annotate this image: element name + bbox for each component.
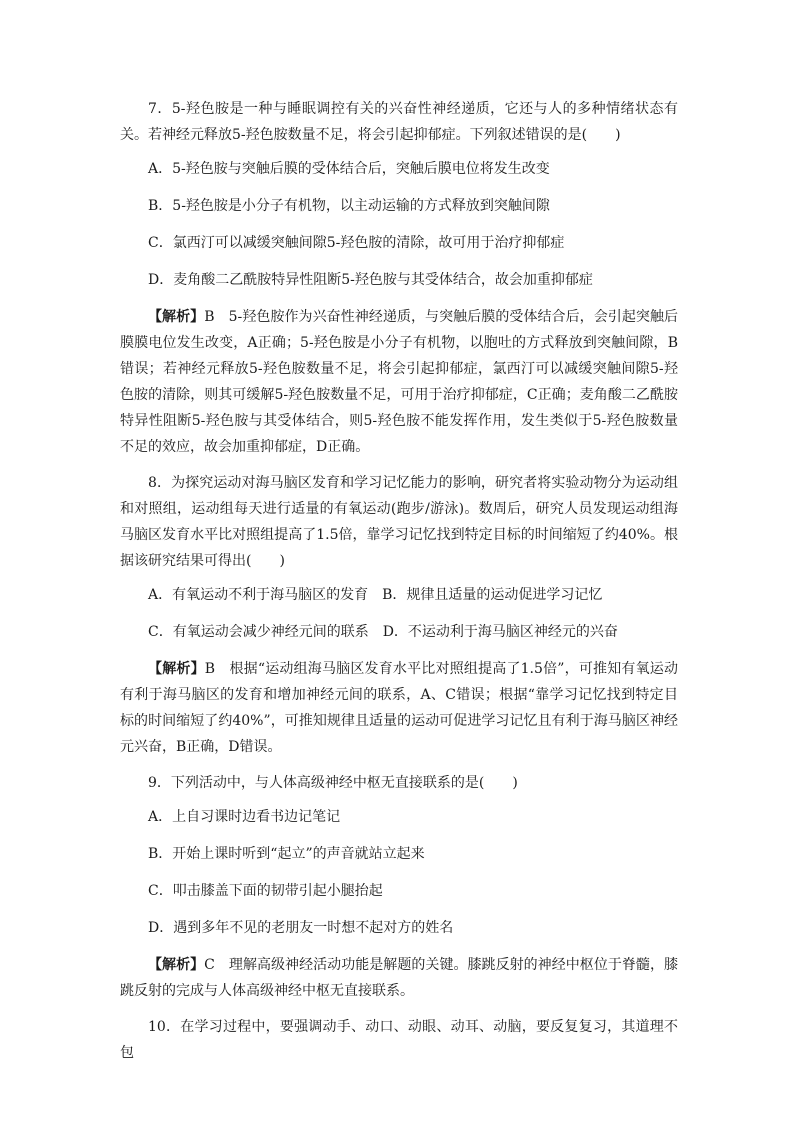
question-9-stem: 9．下列活动中，与人体高级神经中枢无直接联系的是( ) xyxy=(148,775,518,791)
question-7-option-b: B．5-羟色胺是小分子有机物，以主动运输的方式释放到突触间隙 xyxy=(148,198,550,214)
question-10-stem: 10．在学习过程中，要强调动手、动口、动眼、动耳、动脑，要反复复习，其道理不包 xyxy=(120,1019,678,1061)
analysis-tag: 【解析】 xyxy=(148,309,205,325)
question-8-analysis xyxy=(120,656,678,760)
question-9-option-b: B．开始上课时听到“起立”的声音就站立起来 xyxy=(148,846,425,862)
question-9-option-d: D．遇到多年不见的老朋友一时想不起对方的姓名 xyxy=(148,920,454,936)
question-8-stem: 8．为探究运动对海马脑区发育和学习记忆能力的影响，研究者将实验动物分为运动组和对照组，运动组每天进行适量的有氧运动(跑步/游泳)。数周后，研究人员发现运动组海马脑区发育水平比对照组提高了1.5倍，靠学习记忆找到特定目标的时间缩短了约40%。根据该研究结果可得出( ) xyxy=(120,475,678,569)
question-9-analysis-text: C 理解高级神经活动功能是解题的关键。膝跳反射的神经中枢位于脊髓，膝跳反射的完成与人体高级神经中枢无直接联系。 xyxy=(120,957,678,999)
question-9-option-a: A．上自习课时边看书边记笔记 xyxy=(148,809,341,825)
question-8-analysis-text: B 根据“运动组海马脑区发育水平比对照组提高了1.5倍”，可推知有氧运动有利于海马脑区的发育和增加神经元间的联系，A、C错误；根据“靠学习记忆找到特定目标的时间缩短了约40%”，可推知规律且适量的运动可促进学习记忆且有利于海马脑区神经元兴奋，B正确，D错误。 xyxy=(120,661,679,755)
analysis-tag: 【解析】 xyxy=(148,661,205,677)
question-9-option-c: C．叩击膝盖下面的韧带引起小腿抬起 xyxy=(148,883,383,899)
question-8-options-cd: C．有氧运动会减少神经元间的联系 D．不运动利于海马脑区神经元的兴奋 xyxy=(148,624,618,640)
question-7-stem: 7．5-羟色胺是一种与睡眠调控有关的兴奋性神经递质，它还与人的多种情绪状态有关。若神经元释放5-羟色胺数量不足，将会引起抑郁症。下列叙述错误的是( ) xyxy=(120,101,678,143)
analysis-tag: 【解析】 xyxy=(148,957,205,973)
question-9-analysis xyxy=(120,952,678,1004)
question-8-options-ab: A．有氧运动不利于海马脑区的发育 B．规律且适量的运动促进学习记忆 xyxy=(148,587,603,603)
question-7-option-d: D．麦角酸二乙酰胺特异性阻断5-羟色胺与其受体结合，故会加重抑郁症 xyxy=(148,272,593,288)
question-7-analysis-text: B 5-羟色胺作为兴奋性神经递质，与突触后膜的受体结合后，会引起突触后膜膜电位发生改变，A正确；5-羟色胺是小分子有机物，以胞吐的方式释放到突触间隙，B错误；若神经元释放5-羟色胺数量不足，将会引起抑郁症，氯西汀可以减缓突触间隙5-羟色胺的清除，则其可缓解5-羟色胺数量不足，可用于治疗抑郁症，C正确；麦角酸二乙酰胺特异性阻断5-羟色胺与其受体结合，则5-羟色胺不能发挥作用，发生类似于5-羟色胺数量不足的效应，故会加重抑郁症，D正确。 xyxy=(120,309,678,455)
question-7-option-a: A．5-羟色胺与突触后膜的受体结合后，突触后膜电位将发生改变 xyxy=(148,161,550,177)
question-7-option-c: C．氯西汀可以减缓突触间隙5-羟色胺的清除，故可用于治疗抑郁症 xyxy=(148,235,565,251)
question-7-analysis xyxy=(120,304,678,460)
